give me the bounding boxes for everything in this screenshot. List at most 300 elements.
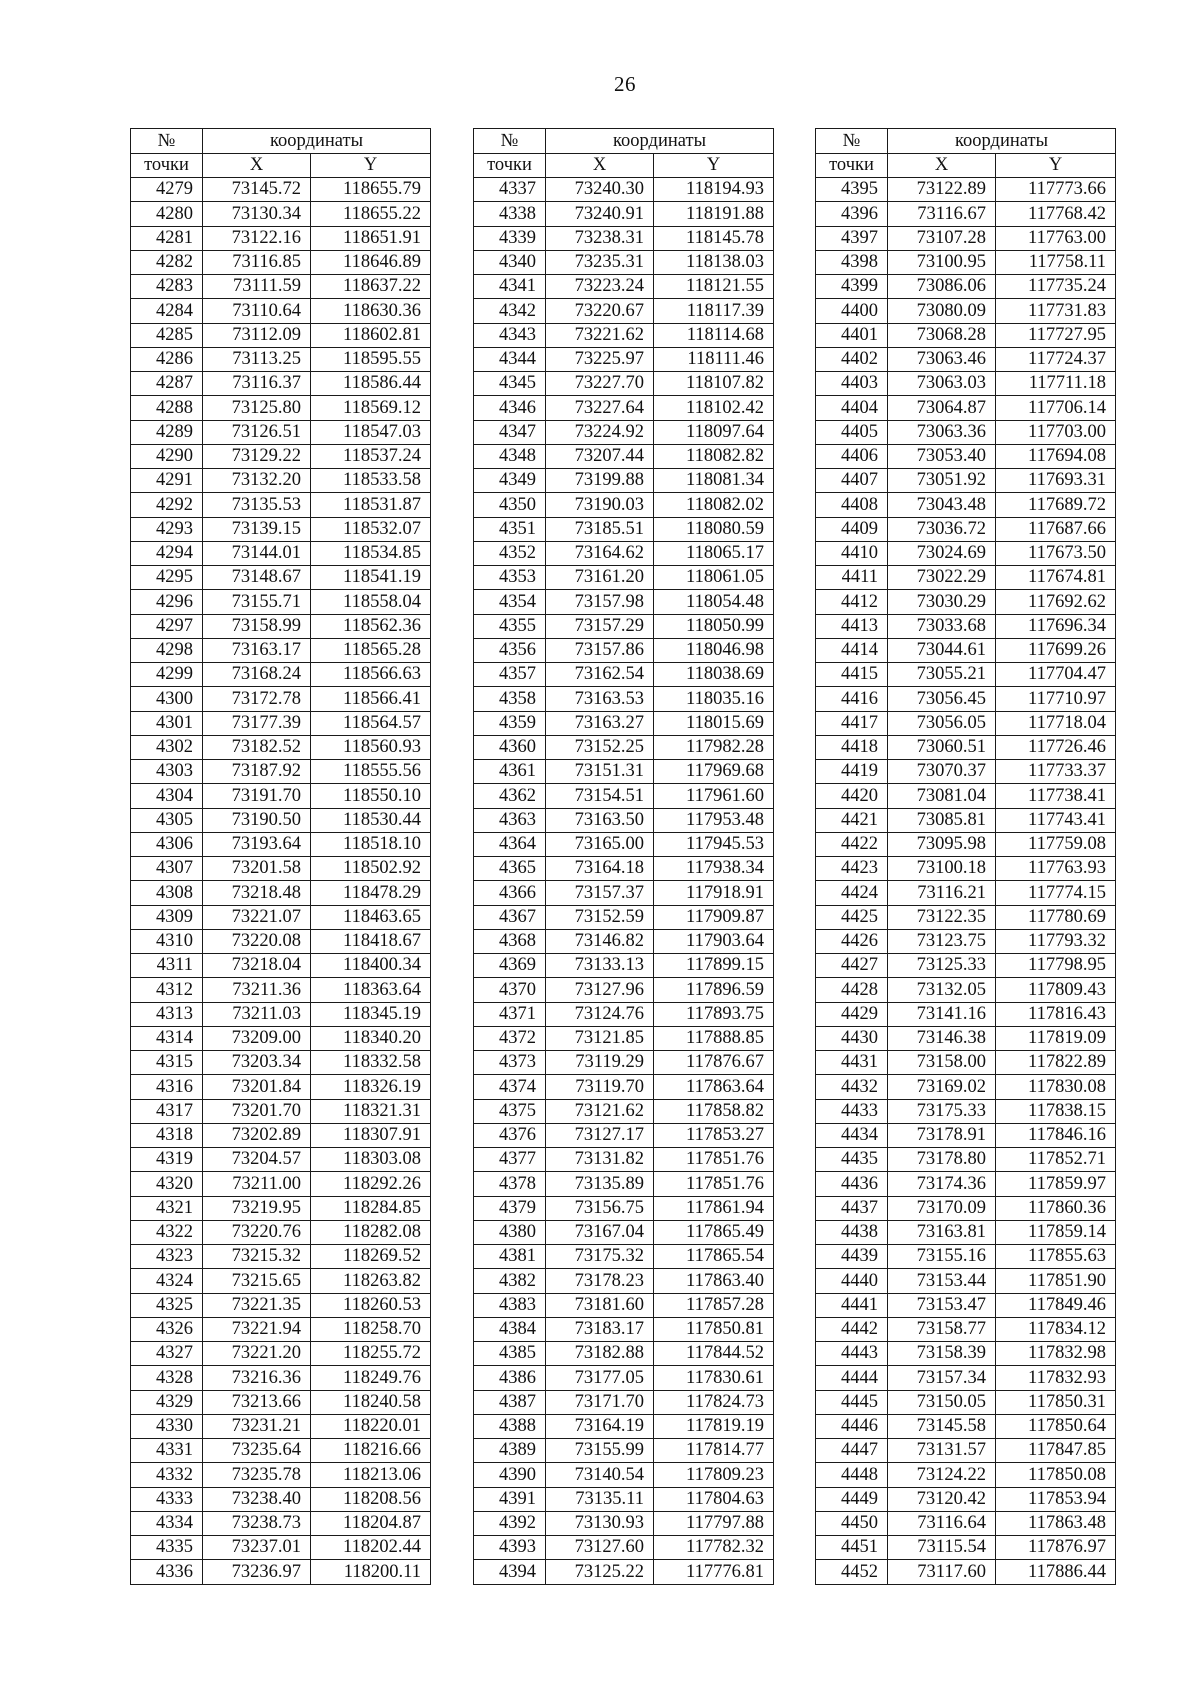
table-row	[474, 1026, 774, 1050]
y-coordinate-cell: 117780.69	[996, 905, 1116, 929]
x-coordinate-cell: 73164.19	[546, 1414, 654, 1438]
point-number-cell: 4299	[131, 663, 203, 687]
y-coordinate-cell: 117758.11	[996, 250, 1116, 274]
coordinates-table-3	[815, 128, 1116, 1585]
y-coordinate-cell: 118080.59	[654, 517, 774, 541]
point-number-cell: 4329	[131, 1390, 203, 1414]
table-row	[816, 372, 1116, 396]
table-row	[816, 1390, 1116, 1414]
y-coordinate-cell: 118216.66	[311, 1439, 431, 1463]
point-number-cell: 4314	[131, 1026, 203, 1050]
table-row	[474, 881, 774, 905]
x-coordinate-cell: 73121.85	[546, 1026, 654, 1050]
x-coordinate-cell: 73100.95	[888, 250, 996, 274]
y-coordinate-cell: 117693.31	[996, 469, 1116, 493]
point-number-cell: 4381	[474, 1245, 546, 1269]
x-coordinate-cell: 73221.07	[203, 905, 311, 929]
table-row	[816, 1123, 1116, 1147]
point-number-cell: 4302	[131, 735, 203, 759]
x-coordinate-cell: 73135.53	[203, 493, 311, 517]
x-coordinate-cell: 73220.67	[546, 299, 654, 323]
point-number-cell: 4293	[131, 517, 203, 541]
point-number-cell: 4363	[474, 808, 546, 832]
point-number-cell: 4406	[816, 444, 888, 468]
x-coordinate-cell: 73163.17	[203, 638, 311, 662]
y-coordinate-cell: 118547.03	[311, 420, 431, 444]
point-number-cell: 4371	[474, 1002, 546, 1026]
table-row	[131, 1148, 431, 1172]
point-number-cell: 4296	[131, 590, 203, 614]
header-coordinates: координаты	[546, 129, 774, 154]
point-number-cell: 4376	[474, 1123, 546, 1147]
point-number-cell: 4380	[474, 1220, 546, 1244]
y-coordinate-cell: 117896.59	[654, 978, 774, 1002]
y-coordinate-cell: 117945.53	[654, 832, 774, 856]
x-coordinate-cell: 73119.29	[546, 1051, 654, 1075]
y-coordinate-cell: 117899.15	[654, 954, 774, 978]
table-row	[474, 808, 774, 832]
y-coordinate-cell: 117834.12	[996, 1317, 1116, 1341]
y-coordinate-cell: 118534.85	[311, 541, 431, 565]
y-coordinate-cell: 117851.90	[996, 1269, 1116, 1293]
table-row	[131, 1366, 431, 1390]
table-row	[474, 226, 774, 250]
point-number-cell: 4342	[474, 299, 546, 323]
table-row	[474, 1196, 774, 1220]
table-row	[474, 711, 774, 735]
y-coordinate-cell: 117798.95	[996, 954, 1116, 978]
point-number-cell: 4359	[474, 711, 546, 735]
y-coordinate-cell: 117804.63	[654, 1487, 774, 1511]
table-row	[816, 614, 1116, 638]
table-row	[816, 1051, 1116, 1075]
y-coordinate-cell: 118558.04	[311, 590, 431, 614]
x-coordinate-cell: 73224.92	[546, 420, 654, 444]
table-row	[131, 493, 431, 517]
table-row	[474, 1536, 774, 1560]
x-coordinate-cell: 73036.72	[888, 517, 996, 541]
point-number-cell: 4383	[474, 1293, 546, 1317]
table-row	[474, 396, 774, 420]
coordinates-table-2	[473, 128, 774, 1585]
table-row	[474, 347, 774, 371]
point-number-cell: 4347	[474, 420, 546, 444]
table-row	[131, 250, 431, 274]
y-coordinate-cell: 118107.82	[654, 372, 774, 396]
table-row	[131, 590, 431, 614]
y-coordinate-cell: 117903.64	[654, 929, 774, 953]
table-row	[131, 1317, 431, 1341]
point-number-cell: 4289	[131, 420, 203, 444]
y-coordinate-cell: 118145.78	[654, 226, 774, 250]
point-number-cell: 4443	[816, 1342, 888, 1366]
y-coordinate-cell: 118202.44	[311, 1536, 431, 1560]
table-row	[131, 832, 431, 856]
point-number-cell: 4419	[816, 760, 888, 784]
x-coordinate-cell: 73157.98	[546, 590, 654, 614]
point-number-cell: 4449	[816, 1487, 888, 1511]
table-row	[474, 1075, 774, 1099]
point-number-cell: 4386	[474, 1366, 546, 1390]
y-coordinate-cell: 118646.89	[311, 250, 431, 274]
table-row	[474, 420, 774, 444]
x-coordinate-cell: 73127.17	[546, 1123, 654, 1147]
table-row	[474, 1269, 774, 1293]
y-coordinate-cell: 118121.55	[654, 275, 774, 299]
x-coordinate-cell: 73231.21	[203, 1414, 311, 1438]
y-coordinate-cell: 117735.24	[996, 275, 1116, 299]
y-coordinate-cell: 117706.14	[996, 396, 1116, 420]
x-coordinate-cell: 73063.03	[888, 372, 996, 396]
point-number-cell: 4340	[474, 250, 546, 274]
x-coordinate-cell: 73225.97	[546, 347, 654, 371]
table-row	[131, 687, 431, 711]
y-coordinate-cell: 117822.89	[996, 1051, 1116, 1075]
point-number-cell: 4362	[474, 784, 546, 808]
x-coordinate-cell: 73169.02	[888, 1075, 996, 1099]
table-row	[816, 1172, 1116, 1196]
x-coordinate-cell: 73156.75	[546, 1196, 654, 1220]
x-coordinate-cell: 73044.61	[888, 638, 996, 662]
y-coordinate-cell: 118463.65	[311, 905, 431, 929]
x-coordinate-cell: 73085.81	[888, 808, 996, 832]
x-coordinate-cell: 73154.51	[546, 784, 654, 808]
y-coordinate-cell: 118533.58	[311, 469, 431, 493]
table-row	[131, 1075, 431, 1099]
table-row	[474, 954, 774, 978]
y-coordinate-cell: 117724.37	[996, 347, 1116, 371]
x-coordinate-cell: 73127.60	[546, 1536, 654, 1560]
table-row	[816, 1026, 1116, 1050]
x-coordinate-cell: 73116.85	[203, 250, 311, 274]
table-row	[131, 202, 431, 226]
x-coordinate-cell: 73172.78	[203, 687, 311, 711]
x-coordinate-cell: 73219.95	[203, 1196, 311, 1220]
x-coordinate-cell: 73185.51	[546, 517, 654, 541]
table-row	[816, 687, 1116, 711]
y-coordinate-cell: 118565.28	[311, 638, 431, 662]
y-coordinate-cell: 117830.08	[996, 1075, 1116, 1099]
table-row	[816, 1414, 1116, 1438]
table-row	[131, 954, 431, 978]
x-coordinate-cell: 73155.16	[888, 1245, 996, 1269]
y-coordinate-cell: 117776.81	[654, 1560, 774, 1584]
x-coordinate-cell: 73122.89	[888, 178, 996, 202]
x-coordinate-cell: 73164.62	[546, 541, 654, 565]
y-coordinate-cell: 117819.19	[654, 1414, 774, 1438]
point-number-cell: 4358	[474, 687, 546, 711]
point-number-cell: 4315	[131, 1051, 203, 1075]
point-number-cell: 4301	[131, 711, 203, 735]
x-coordinate-cell: 73209.00	[203, 1026, 311, 1050]
x-coordinate-cell: 73202.89	[203, 1123, 311, 1147]
point-number-cell: 4401	[816, 323, 888, 347]
table-row	[474, 1317, 774, 1341]
table-row	[474, 541, 774, 565]
table-row	[816, 1099, 1116, 1123]
y-coordinate-cell: 118111.46	[654, 347, 774, 371]
y-coordinate-cell: 118038.69	[654, 663, 774, 687]
x-coordinate-cell: 73125.80	[203, 396, 311, 420]
y-coordinate-cell: 117859.14	[996, 1220, 1116, 1244]
y-coordinate-cell: 118138.03	[654, 250, 774, 274]
y-coordinate-cell: 117853.27	[654, 1123, 774, 1147]
point-number-cell: 4377	[474, 1148, 546, 1172]
table-row	[131, 469, 431, 493]
table-row	[131, 881, 431, 905]
x-coordinate-cell: 73126.51	[203, 420, 311, 444]
table-row	[131, 178, 431, 202]
y-coordinate-cell: 117696.34	[996, 614, 1116, 638]
table-row	[816, 1342, 1116, 1366]
x-coordinate-cell: 73215.65	[203, 1269, 311, 1293]
y-coordinate-cell: 117851.76	[654, 1172, 774, 1196]
point-number-cell: 4325	[131, 1293, 203, 1317]
y-coordinate-cell: 118562.36	[311, 614, 431, 638]
y-coordinate-cell: 118097.64	[654, 420, 774, 444]
table-row	[131, 420, 431, 444]
y-coordinate-cell: 117703.00	[996, 420, 1116, 444]
x-coordinate-cell: 73220.76	[203, 1220, 311, 1244]
header-point-number: №	[474, 129, 546, 154]
x-coordinate-cell: 73145.58	[888, 1414, 996, 1438]
x-coordinate-cell: 73221.35	[203, 1293, 311, 1317]
point-number-cell: 4408	[816, 493, 888, 517]
y-coordinate-cell: 118200.11	[311, 1560, 431, 1584]
point-number-cell: 4387	[474, 1390, 546, 1414]
table-row	[131, 1026, 431, 1050]
x-coordinate-cell: 73165.00	[546, 832, 654, 856]
y-coordinate-cell: 117710.97	[996, 687, 1116, 711]
point-number-cell: 4446	[816, 1414, 888, 1438]
y-coordinate-cell: 118478.29	[311, 881, 431, 905]
x-coordinate-cell: 73151.31	[546, 760, 654, 784]
point-number-cell: 4317	[131, 1099, 203, 1123]
table-row	[474, 1342, 774, 1366]
x-coordinate-cell: 73213.66	[203, 1390, 311, 1414]
y-coordinate-cell: 118220.01	[311, 1414, 431, 1438]
x-coordinate-cell: 73113.25	[203, 347, 311, 371]
table-row	[131, 760, 431, 784]
table-row	[131, 1390, 431, 1414]
y-coordinate-cell: 118054.48	[654, 590, 774, 614]
header-x: X	[203, 153, 311, 178]
x-coordinate-cell: 73158.39	[888, 1342, 996, 1366]
y-coordinate-cell: 117847.85	[996, 1439, 1116, 1463]
x-coordinate-cell: 73181.60	[546, 1293, 654, 1317]
x-coordinate-cell: 73193.64	[203, 832, 311, 856]
table-row	[816, 857, 1116, 881]
table-row	[131, 372, 431, 396]
point-number-cell: 4286	[131, 347, 203, 371]
table-row	[816, 929, 1116, 953]
point-number-cell: 4379	[474, 1196, 546, 1220]
x-coordinate-cell: 73223.24	[546, 275, 654, 299]
table-row	[474, 614, 774, 638]
point-number-cell: 4434	[816, 1123, 888, 1147]
x-coordinate-cell: 73095.98	[888, 832, 996, 856]
table-row	[816, 275, 1116, 299]
point-number-cell: 4367	[474, 905, 546, 929]
y-coordinate-cell: 118326.19	[311, 1075, 431, 1099]
header-y: Y	[996, 153, 1116, 178]
y-coordinate-cell: 117876.67	[654, 1051, 774, 1075]
table-row	[131, 396, 431, 420]
y-coordinate-cell: 117846.16	[996, 1123, 1116, 1147]
y-coordinate-cell: 118260.53	[311, 1293, 431, 1317]
point-number-cell: 4324	[131, 1269, 203, 1293]
x-coordinate-cell: 73178.23	[546, 1269, 654, 1293]
header-x: X	[888, 153, 996, 178]
x-coordinate-cell: 73199.88	[546, 469, 654, 493]
y-coordinate-cell: 117852.71	[996, 1148, 1116, 1172]
table-row	[474, 444, 774, 468]
x-coordinate-cell: 73100.18	[888, 857, 996, 881]
y-coordinate-cell: 117838.15	[996, 1099, 1116, 1123]
table-row	[816, 226, 1116, 250]
point-number-cell: 4332	[131, 1463, 203, 1487]
y-coordinate-cell: 117699.26	[996, 638, 1116, 662]
table-row	[131, 1269, 431, 1293]
x-coordinate-cell: 73053.40	[888, 444, 996, 468]
y-coordinate-cell: 118537.24	[311, 444, 431, 468]
table-row	[816, 1245, 1116, 1269]
table-row	[474, 760, 774, 784]
point-number-cell: 4350	[474, 493, 546, 517]
point-number-cell: 4415	[816, 663, 888, 687]
point-number-cell: 4360	[474, 735, 546, 759]
y-coordinate-cell: 117809.23	[654, 1463, 774, 1487]
y-coordinate-cell: 117819.09	[996, 1026, 1116, 1050]
point-number-cell: 4391	[474, 1487, 546, 1511]
point-number-cell: 4444	[816, 1366, 888, 1390]
table-body	[816, 178, 1116, 1585]
point-number-cell: 4304	[131, 784, 203, 808]
table-row	[131, 541, 431, 565]
point-number-cell: 4346	[474, 396, 546, 420]
x-coordinate-cell: 73135.11	[546, 1487, 654, 1511]
y-coordinate-cell: 117886.44	[996, 1560, 1116, 1584]
table-row	[131, 1123, 431, 1147]
y-coordinate-cell: 117694.08	[996, 444, 1116, 468]
table-row	[816, 299, 1116, 323]
y-coordinate-cell: 118194.93	[654, 178, 774, 202]
table-row	[474, 1245, 774, 1269]
point-number-cell: 4345	[474, 372, 546, 396]
x-coordinate-cell: 73177.39	[203, 711, 311, 735]
y-coordinate-cell: 118208.56	[311, 1487, 431, 1511]
y-coordinate-cell: 118340.20	[311, 1026, 431, 1050]
table-row	[474, 1390, 774, 1414]
y-coordinate-cell: 118630.36	[311, 299, 431, 323]
y-coordinate-cell: 117853.94	[996, 1487, 1116, 1511]
y-coordinate-cell: 118560.93	[311, 735, 431, 759]
x-coordinate-cell: 73238.31	[546, 226, 654, 250]
table-row	[816, 347, 1116, 371]
point-number-cell: 4288	[131, 396, 203, 420]
point-number-cell: 4331	[131, 1439, 203, 1463]
table-row	[131, 1293, 431, 1317]
point-number-cell: 4413	[816, 614, 888, 638]
point-number-cell: 4447	[816, 1439, 888, 1463]
x-coordinate-cell: 73056.05	[888, 711, 996, 735]
table-row	[474, 663, 774, 687]
table-row	[816, 832, 1116, 856]
table-row	[131, 614, 431, 638]
x-coordinate-cell: 73024.69	[888, 541, 996, 565]
point-number-cell: 4418	[816, 735, 888, 759]
point-number-cell: 4344	[474, 347, 546, 371]
point-number-cell: 4349	[474, 469, 546, 493]
table-row	[474, 687, 774, 711]
table-row	[474, 905, 774, 929]
y-coordinate-cell: 118400.34	[311, 954, 431, 978]
point-number-cell: 4339	[474, 226, 546, 250]
y-coordinate-cell: 118114.68	[654, 323, 774, 347]
table-row	[816, 735, 1116, 759]
point-number-cell: 4414	[816, 638, 888, 662]
x-coordinate-cell: 73175.33	[888, 1099, 996, 1123]
point-number-cell: 4337	[474, 178, 546, 202]
table-row	[474, 275, 774, 299]
x-coordinate-cell: 73127.96	[546, 978, 654, 1002]
y-coordinate-cell: 117863.48	[996, 1511, 1116, 1535]
point-number-cell: 4348	[474, 444, 546, 468]
y-coordinate-cell: 117918.91	[654, 881, 774, 905]
table-row	[131, 638, 431, 662]
point-number-cell: 4312	[131, 978, 203, 1002]
point-number-cell: 4291	[131, 469, 203, 493]
header-point-number: №	[131, 129, 203, 154]
y-coordinate-cell: 118065.17	[654, 541, 774, 565]
x-coordinate-cell: 73238.40	[203, 1487, 311, 1511]
x-coordinate-cell: 73131.57	[888, 1439, 996, 1463]
point-number-cell: 4390	[474, 1463, 546, 1487]
point-number-cell: 4313	[131, 1002, 203, 1026]
point-number-cell: 4323	[131, 1245, 203, 1269]
header-point-label: точки	[816, 153, 888, 178]
table-row	[474, 202, 774, 226]
point-number-cell: 4280	[131, 202, 203, 226]
table-row	[816, 323, 1116, 347]
x-coordinate-cell: 73204.57	[203, 1148, 311, 1172]
x-coordinate-cell: 73235.64	[203, 1439, 311, 1463]
point-number-cell: 4336	[131, 1560, 203, 1584]
table-row	[816, 1196, 1116, 1220]
y-coordinate-cell: 117863.64	[654, 1075, 774, 1099]
y-coordinate-cell: 117743.41	[996, 808, 1116, 832]
x-coordinate-cell: 73158.77	[888, 1317, 996, 1341]
y-coordinate-cell: 118541.19	[311, 566, 431, 590]
x-coordinate-cell: 73055.21	[888, 663, 996, 687]
point-number-cell: 4409	[816, 517, 888, 541]
point-number-cell: 4388	[474, 1414, 546, 1438]
table-row	[816, 1487, 1116, 1511]
point-number-cell: 4440	[816, 1269, 888, 1293]
x-coordinate-cell: 73236.97	[203, 1560, 311, 1584]
y-coordinate-cell: 117726.46	[996, 735, 1116, 759]
table-row	[816, 1536, 1116, 1560]
table-row	[816, 420, 1116, 444]
point-number-cell: 4319	[131, 1148, 203, 1172]
point-number-cell: 4411	[816, 566, 888, 590]
point-number-cell: 4326	[131, 1317, 203, 1341]
table-row	[474, 735, 774, 759]
header-point-label: точки	[474, 153, 546, 178]
table-row	[474, 323, 774, 347]
point-number-cell: 4370	[474, 978, 546, 1002]
x-coordinate-cell: 73237.01	[203, 1536, 311, 1560]
